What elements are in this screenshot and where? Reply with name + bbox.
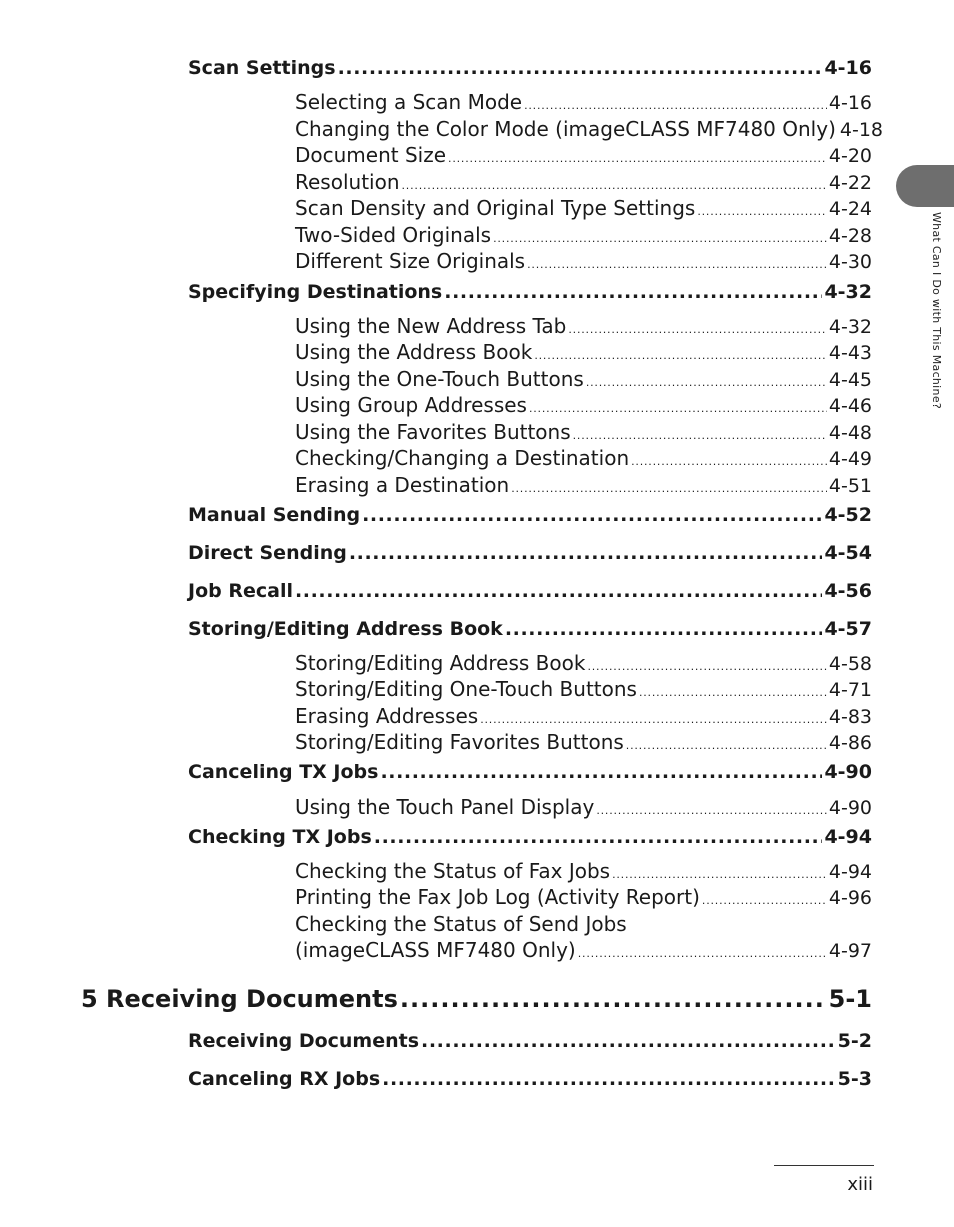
toc-leader	[612, 868, 827, 881]
toc-page: 4-46	[828, 395, 872, 417]
toc-page: 4-56	[824, 580, 872, 602]
toc-title: Storing/Editing Address Book	[295, 651, 586, 675]
toc-entry-manual-sending[interactable]	[188, 504, 872, 526]
toc-page: 4-24	[828, 198, 872, 220]
toc-entry[interactable]	[295, 446, 872, 470]
toc-leader	[697, 205, 827, 218]
toc-title: Using the New Address Tab	[295, 314, 567, 338]
toc-entry[interactable]	[295, 473, 872, 497]
toc-title: Canceling TX Jobs	[188, 761, 379, 783]
toc-leader	[573, 429, 827, 442]
toc-leader	[534, 349, 827, 362]
toc-page: 4-20	[828, 145, 872, 167]
toc-page: 4-96	[828, 887, 872, 909]
toc-entry-canceling-tx-jobs[interactable]	[188, 761, 872, 783]
toc-page: 4-48	[828, 422, 872, 444]
toc-title: Using the One-Touch Buttons	[295, 367, 584, 391]
toc-entry-receiving-documents[interactable]	[188, 1030, 872, 1052]
toc-entry[interactable]	[295, 651, 872, 675]
toc-entry[interactable]	[295, 223, 872, 247]
toc-entry[interactable]	[295, 795, 872, 819]
toc-page: 4-57	[824, 618, 872, 640]
toc-title: Canceling RX Jobs	[188, 1068, 381, 1090]
toc-page: 4-54	[824, 542, 872, 564]
toc-entry[interactable]	[295, 314, 872, 338]
toc-page: 4-71	[828, 679, 872, 701]
toc-page: 4-28	[828, 225, 872, 247]
toc-leader	[631, 455, 827, 468]
toc-title: Specifying Destinations	[188, 281, 443, 303]
toc-leader	[529, 402, 827, 415]
toc-chapter-5-receiving-documents[interactable]	[81, 985, 872, 1013]
toc-leader	[586, 376, 827, 389]
toc-entry[interactable]	[295, 367, 872, 391]
toc-leader	[511, 482, 827, 495]
toc-title: Using the Touch Panel Display	[295, 795, 595, 819]
chapter-side-label: What Can I Do with This Machine?	[930, 212, 943, 410]
footer-rule	[774, 1165, 874, 1166]
toc-leader	[527, 258, 827, 271]
toc-entry[interactable]	[295, 420, 872, 444]
toc-page: 5-3	[837, 1068, 872, 1090]
toc-leader	[587, 660, 826, 673]
toc-title: Selecting a Scan Mode	[295, 90, 523, 114]
toc-entry[interactable]	[295, 117, 884, 141]
toc-title: Resolution	[295, 170, 400, 194]
toc-title: Two-Sided Originals	[295, 223, 492, 247]
toc-leader	[578, 947, 827, 960]
toc-page: 4-90	[828, 797, 872, 819]
toc-page: 4-45	[828, 369, 872, 391]
toc-page: 5-2	[837, 1030, 872, 1052]
toc-title: Checking TX Jobs	[188, 826, 372, 848]
toc-page: 5-1	[828, 985, 872, 1013]
toc-page: 4-83	[828, 706, 872, 728]
toc-title: (imageCLASS MF7480 Only)	[295, 938, 576, 962]
toc-leader	[568, 323, 827, 336]
toc-title: 5 Receiving Documents	[81, 985, 398, 1013]
toc-page: 4-32	[828, 316, 872, 338]
page-number: xiii	[847, 1174, 873, 1195]
toc-title: Using Group Addresses	[295, 393, 527, 417]
toc-entry[interactable]	[295, 90, 872, 114]
toc-title: Checking the Status of Fax Jobs	[295, 859, 611, 883]
toc-title: Direct Sending	[188, 542, 347, 564]
toc-leader	[480, 713, 827, 726]
toc-title: Printing the Fax Job Log (Activity Report)	[295, 885, 700, 909]
toc-entry[interactable]	[295, 196, 872, 220]
toc-page: 4-32	[824, 281, 872, 303]
toc-leader	[421, 1030, 836, 1052]
toc-page: 4-52	[824, 504, 872, 526]
toc-leader	[349, 542, 823, 564]
toc-entry-specifying-destinations[interactable]	[188, 281, 872, 303]
toc-leader	[448, 152, 827, 165]
toc-title: Different Size Originals	[295, 249, 526, 273]
toc-title: Storing/Editing One-Touch Buttons	[295, 677, 637, 701]
toc-entry[interactable]	[295, 340, 872, 364]
toc-page: 4-58	[828, 653, 872, 675]
toc-title: Changing the Color Mode (imageCLASS MF7480 Only)	[295, 117, 836, 141]
toc-leader	[374, 826, 823, 848]
toc-title: Storing/Editing Favorites Buttons	[295, 730, 624, 754]
toc-leader	[493, 232, 827, 245]
toc-title: Using the Address Book	[295, 340, 533, 364]
toc-entry[interactable]	[295, 704, 872, 728]
toc-page: 4-30	[828, 251, 872, 273]
toc-entry[interactable]	[295, 859, 872, 883]
toc-title: Storing/Editing Address Book	[188, 618, 503, 640]
toc-title: Document Size	[295, 143, 447, 167]
toc-entry[interactable]	[295, 393, 872, 417]
toc-page: 4-18	[839, 119, 884, 141]
toc-leader	[380, 761, 822, 783]
toc-leader	[382, 1068, 836, 1090]
toc-page: 4-16	[828, 92, 872, 114]
toc-leader	[702, 894, 827, 907]
toc-entry-title-line1[interactable]: Checking the Status of Send Jobs	[295, 912, 627, 936]
toc-entry-job-recall[interactable]	[188, 580, 872, 602]
toc-entry-canceling-rx-jobs[interactable]	[188, 1068, 872, 1090]
toc-leader	[639, 686, 827, 699]
toc-entry-direct-sending[interactable]	[188, 542, 872, 564]
toc-entry[interactable]	[295, 143, 872, 167]
toc-leader	[338, 57, 823, 79]
toc-page: 4-97	[828, 940, 872, 962]
toc-entry-checking-tx-jobs[interactable]	[188, 826, 872, 848]
toc-leader	[362, 504, 822, 526]
toc-leader	[505, 618, 823, 640]
toc-title: Job Recall	[188, 580, 293, 602]
toc-title: Receiving Documents	[188, 1030, 420, 1052]
toc-title: Checking/Changing a Destination	[295, 446, 630, 470]
toc-page: 4-43	[828, 342, 872, 364]
toc-page: 4-86	[828, 732, 872, 754]
toc-page: 4-49	[828, 448, 872, 470]
toc-entry[interactable]	[295, 730, 872, 754]
toc-title: Erasing Addresses	[295, 704, 479, 728]
toc-entry-scan-settings[interactable]	[188, 57, 872, 79]
toc-page: 4-94	[828, 861, 872, 883]
toc-title: Scan Density and Original Type Settings	[295, 196, 696, 220]
toc-leader	[626, 739, 827, 752]
chapter-thumb-tab	[896, 165, 954, 207]
toc-entry[interactable]	[295, 249, 872, 273]
toc-title: Erasing a Destination	[295, 473, 510, 497]
toc-title: Using the Favorites Buttons	[295, 420, 571, 444]
toc-page: 4-90	[824, 761, 872, 783]
toc-leader	[402, 179, 827, 192]
toc-entry[interactable]	[295, 677, 872, 701]
toc-page: 4-16	[824, 57, 872, 79]
toc-page: 4-22	[828, 172, 872, 194]
toc-title: Scan Settings	[188, 57, 336, 79]
toc-entry[interactable]	[295, 938, 872, 962]
toc-entry-storing-editing-address-book[interactable]	[188, 618, 872, 640]
toc-leader	[295, 580, 822, 602]
toc-leader	[596, 804, 827, 817]
toc-leader	[524, 99, 827, 112]
toc-leader	[400, 985, 827, 1013]
toc-entry[interactable]	[295, 885, 872, 909]
toc-title: Manual Sending	[188, 504, 361, 526]
toc-leader	[444, 281, 822, 303]
toc-page: 4-94	[824, 826, 872, 848]
toc-page: 4-51	[828, 475, 872, 497]
toc-entry[interactable]	[295, 170, 872, 194]
